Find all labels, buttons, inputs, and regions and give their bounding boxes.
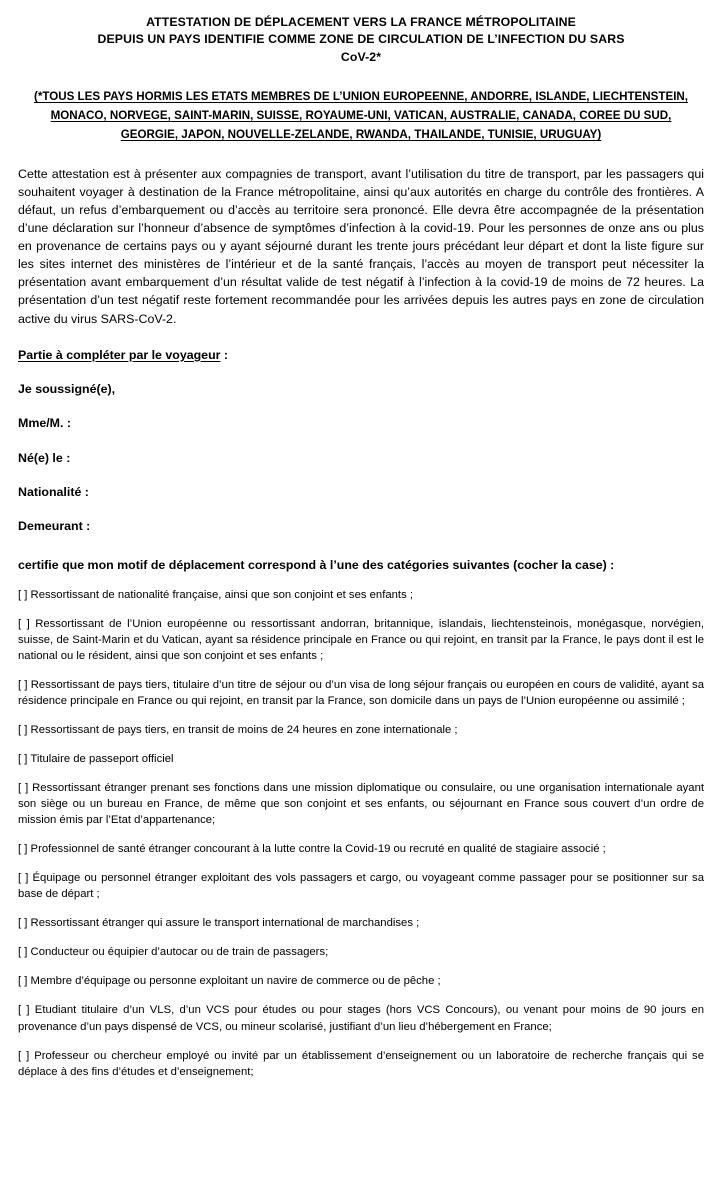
- bottom-spacer: [16, 1080, 706, 1096]
- traveller-section-heading-suffix: :: [220, 347, 229, 362]
- checkbox-item[interactable]: [ ] Ressortissant de l’Union européenne ou ressortissant andorran, britannique, islandais, liechtensteinois, monégasque, norvégien, suisse, de Saint-Marin et du Vatican, ayant sa résidence principale en France ou qui rejoint, en transit par la France, le pays dont il est le national ou le résident, ainsi que son conjoint et ses enfants ;: [18, 617, 704, 663]
- document-title: [20, 14, 702, 66]
- field-name: Mme/M. :: [18, 416, 72, 431]
- checkbox-item[interactable]: [ ] Titulaire de passeport officiel: [18, 753, 174, 766]
- checkbox-item[interactable]: [ ] Ressortissant étranger prenant ses fonctions dans une mission diplomatique ou consulaire, ou une organisation internationale ayant son siège ou un bureau en France, de même que son conjoint et ses enfants, ou séjournant en France sous couvert d’un ordre de mission émis par l’Etat d’appartenance;: [18, 782, 704, 827]
- checkbox-item[interactable]: [ ] Membre d’équipage ou personne exploitant un navire de commerce ou de pêche ;: [18, 975, 441, 988]
- checkbox-item[interactable]: [ ] Ressortissant de nationalité française, ainsi que son conjoint et ses enfants ;: [18, 588, 413, 601]
- traveller-section-heading: [18, 347, 704, 364]
- checkbox-item[interactable]: [ ] Etudiant titulaire d’un VLS, d’un VCS pour études ou pour stages (hors VCS Concours), ou venant pour moins de 90 jours en provenance d’un pays dispensé de VCS, ou mineur scolarisé, justifiant d’un lieu d’hébergement en France;: [18, 1004, 704, 1033]
- checkbox-item[interactable]: [ ] Ressortissant de pays tiers, titulaire d’un titre de séjour ou d’un visa de long séjour français ou européen en cours de validité, ayant sa résidence principale en France ou qui rejoint, en transit par la France, son domicile dans un pays de l’Union européenne ou assimilé ;: [18, 679, 704, 708]
- title-line-1: ATTESTATION DE DÉPLACEMENT VERS LA FRANCE MÉTROPOLITAINE: [146, 15, 576, 29]
- countries-note: (*TOUS LES PAYS HORMIS LES ETATS MEMBRES DE L’UNION EUROPEENNE, ANDORRE, ISLANDE, LIECHTENSTEIN, MONACO, NORVEGE, SAINT-MARIN, SUISSE, ROYAUME-UNI, VATICAN, AUSTRALIE, CANADA, COREE DU SUD, GEORGIE, JAPON, NOUVELLE-ZELANDE, RWANDA, THAILANDE, TUNISIE, URUGUAY): [33, 90, 689, 141]
- field-undersigned: Je soussigné(e),: [18, 382, 116, 397]
- checkbox-item[interactable]: [ ] Conducteur ou équipier d’autocar ou de train de passagers;: [18, 946, 329, 959]
- field-residence: Demeurant :: [18, 519, 91, 534]
- traveller-section-heading-text: Partie à compléter par le voyageur: [18, 347, 221, 362]
- checkbox-item[interactable]: [ ] Équipage ou personnel étranger exploitant des vols passagers et cargo, ou voyageant comme passager pour se positionner sur sa base de départ ;: [18, 872, 704, 901]
- checkbox-item[interactable]: [ ] Professeur ou chercheur employé ou invité par un établissement d’enseignement ou un laboratoire de recherche français qui se déplace à des fins d’études et d’enseignement;: [18, 1049, 704, 1078]
- field-nationality: Nationalité :: [18, 485, 89, 500]
- checkbox-item[interactable]: [ ] Professionnel de santé étranger concourant à la lutte contre la Covid-19 ou recruté en qualité de stagiaire associé ;: [18, 843, 606, 856]
- checkbox-item[interactable]: [ ] Ressortissant de pays tiers, en transit de moins de 24 heures en zone internationale ;: [18, 724, 458, 737]
- certify-statement: certifie que mon motif de déplacement correspond à l’une des catégories suivantes (cocher la case) :: [18, 557, 615, 572]
- title-line-2: DEPUIS UN PAYS IDENTIFIE COMME ZONE DE CIRCULATION DE L’INFECTION DU SARS: [97, 32, 625, 47]
- checkbox-list: [18, 587, 704, 1080]
- checkbox-item[interactable]: [ ] Ressortissant étranger qui assure le transport international de marchandises ;: [18, 917, 420, 930]
- title-line-3: CoV-2*: [340, 49, 382, 64]
- field-birthdate: Né(e) le :: [18, 450, 71, 465]
- intro-paragraph: Cette attestation est à présenter aux compagnies de transport, avant l’utilisation du titre de transport, par les passagers qui souhaitent voyager à destination de la France métropolitaine, ainsi qu’aux autorités en charge du contrôle des frontières. A défaut, un refus d’embarquement ou d’accès au territoire sera prononcé. Elle devra être accompagnée de la présentation d’une déclaration sur l’honneur d’absence de symptômes d’infection à la covid-19. Pour les personnes de onze ans ou plus en provenance de certains pays ou y ayant séjourné durant les trente jours précédant leur départ et dont la liste figure sur les sites internet des ministères de l’intérieur et de la santé français, l’accès au moyen de transport peut nécessiter la présentation avant embarquement d’un résultat valide de test négatif à l’infection à la covid-19 de moins de 72 heures. La présentation d’un test négatif reste fortement recommandée pour les arrivées depuis les autres pays en zone de circulation active du virus SARS-CoV-2.: [18, 166, 704, 326]
